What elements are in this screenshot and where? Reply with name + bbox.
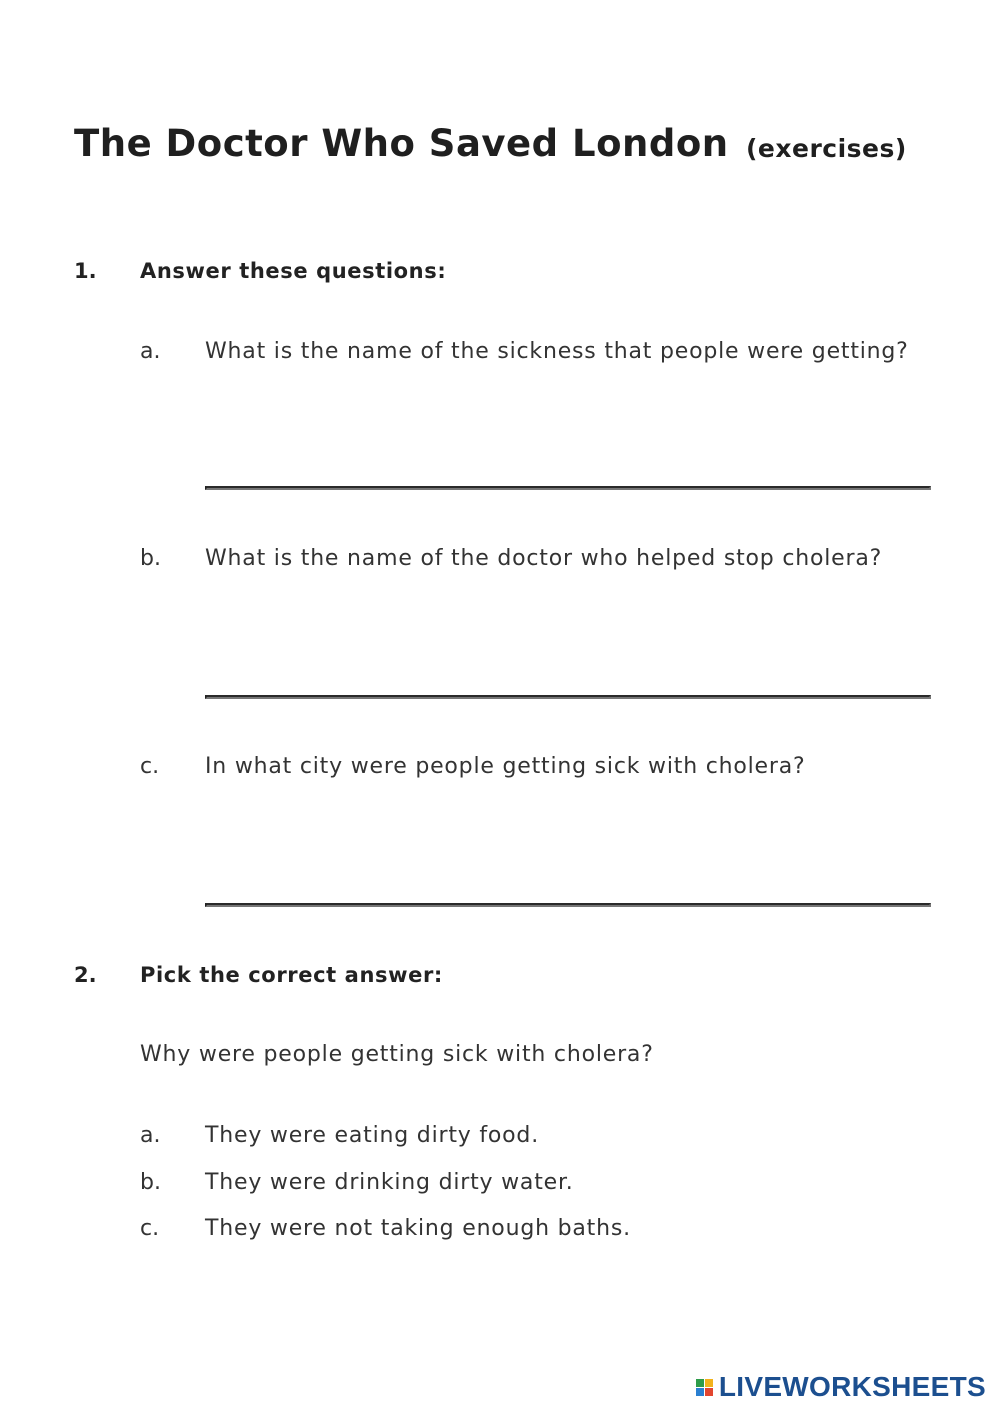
worksheet-title: The Doctor Who Saved London	[74, 122, 729, 165]
answer-field-c[interactable]	[205, 903, 931, 907]
answer-field-b[interactable]	[205, 695, 931, 699]
question-c-text: In what city were people getting sick with cholera?	[205, 754, 806, 779]
logo-square-3	[696, 1388, 704, 1396]
question-a-letter: a.	[140, 339, 161, 364]
multiple-choice-question: Why were people getting sick with cholera?	[140, 1042, 654, 1067]
question-c-letter: c.	[140, 754, 160, 779]
liveworksheets-logo	[696, 1371, 986, 1403]
logo-square-4	[705, 1388, 713, 1396]
section-1-number: 1.	[74, 259, 97, 283]
question-a-text: What is the name of the sickness that people were getting?	[205, 339, 909, 364]
section-2-heading: Pick the correct answer:	[140, 963, 443, 987]
option-b-letter: b.	[140, 1170, 161, 1195]
section-2-number: 2.	[74, 963, 97, 987]
logo-square-1	[696, 1379, 704, 1387]
option-c-text[interactable]: They were not taking enough baths.	[205, 1216, 631, 1241]
answer-field-a[interactable]	[205, 486, 931, 490]
section-1-heading: Answer these questions:	[140, 259, 447, 283]
brand-name: LIVEWORKSHEETS	[718, 1371, 986, 1402]
worksheet-subtitle: (exercises)	[746, 134, 907, 163]
option-a-letter: a.	[140, 1123, 161, 1148]
question-b-text: What is the name of the doctor who helped stop cholera?	[205, 546, 883, 571]
option-b-text[interactable]: They were drinking dirty water.	[205, 1170, 574, 1195]
question-b-letter: b.	[140, 546, 161, 571]
logo-square-2	[705, 1379, 713, 1387]
option-a-text[interactable]: They were eating dirty food.	[205, 1123, 539, 1148]
option-c-letter: c.	[140, 1216, 160, 1241]
liveworksheets-logo-icon	[696, 1379, 713, 1396]
